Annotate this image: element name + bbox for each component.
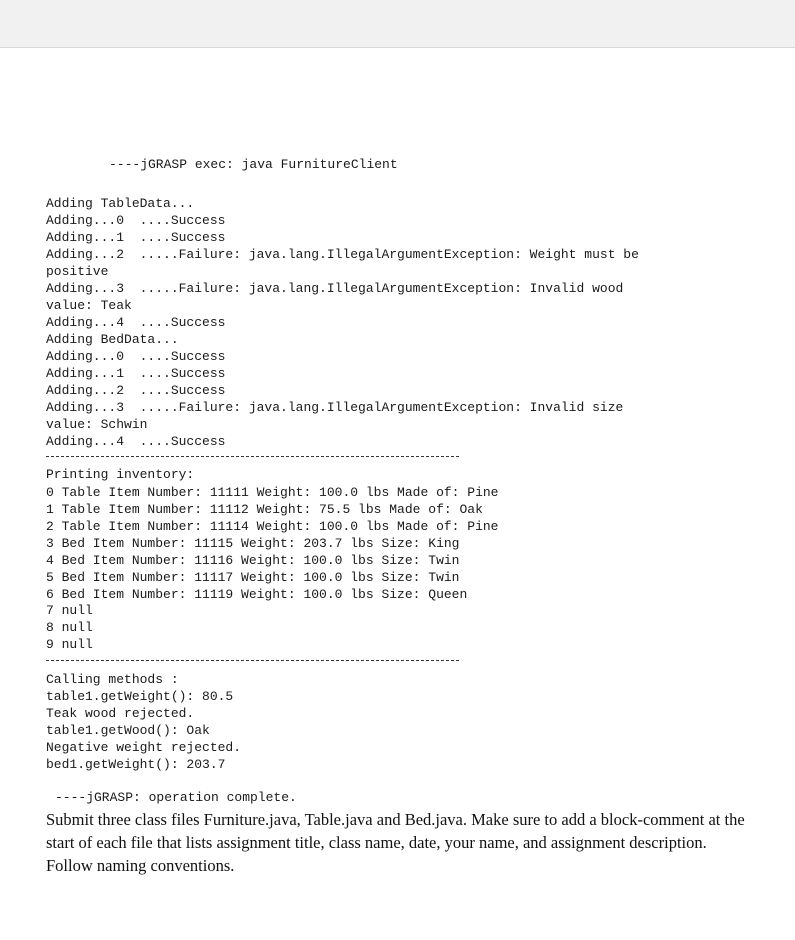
inventory-line: Printing inventory: bbox=[46, 467, 195, 482]
inventory-line: 2 Table Item Number: 11114 Weight: 100.0 lbs Made of: Pine bbox=[46, 519, 499, 534]
output-line: Adding BedData... bbox=[46, 332, 179, 347]
method-call-line: Calling methods : bbox=[46, 672, 179, 687]
method-call-line: Negative weight rejected. bbox=[46, 740, 242, 755]
method-call-line: table1.getWeight(): 80.5 bbox=[46, 689, 234, 704]
output-line: Adding...3 .....Failure: java.lang.IllegalArgumentException: Invalid size bbox=[46, 400, 624, 415]
output-line: Adding...4 ....Success bbox=[46, 315, 226, 330]
output-line: Adding...1 ....Success bbox=[46, 366, 226, 381]
inventory-line: 9 null bbox=[46, 637, 93, 652]
method-call-line: Teak wood rejected. bbox=[46, 706, 195, 721]
output-line: Adding...4 ....Success bbox=[46, 434, 226, 449]
output-line: positive bbox=[46, 264, 109, 279]
output-line: value: Schwin bbox=[46, 417, 148, 432]
output-line: Adding...0 ....Success bbox=[46, 349, 226, 364]
output-line: Adding TableData... bbox=[46, 196, 195, 211]
output-line: Adding...1 ....Success bbox=[46, 230, 226, 245]
inventory-line: 6 Bed Item Number: 11119 Weight: 100.0 lbs Size: Queen bbox=[46, 587, 468, 602]
separator-line bbox=[46, 456, 459, 457]
assignment-instructions: Submit three class files Furniture.java, Table.java and Bed.java. Make sure to add a block-comment at the start of each file that lists assignment title, class name, date, your name, and assignment description. Follow naming conventions. bbox=[46, 810, 745, 875]
inventory-line: 5 Bed Item Number: 11117 Weight: 100.0 lbs Size: Twin bbox=[46, 570, 460, 585]
output-line: Adding...2 ....Success bbox=[46, 383, 226, 398]
inventory-line: 3 Bed Item Number: 11115 Weight: 203.7 lbs Size: King bbox=[46, 536, 460, 551]
inventory-line: 7 null bbox=[46, 603, 93, 618]
inventory-line: 1 Table Item Number: 11112 Weight: 75.5 lbs Made of: Oak bbox=[46, 502, 483, 517]
output-line: Adding...0 ....Success bbox=[46, 213, 226, 228]
output-line: value: Teak bbox=[46, 298, 132, 313]
output-line: Adding...2 .....Failure: java.lang.IllegalArgumentException: Weight must be bbox=[46, 247, 639, 262]
method-call-line: bed1.getWeight(): 203.7 bbox=[46, 757, 226, 772]
browser-top-bar bbox=[0, 0, 795, 48]
inventory-line: 8 null bbox=[46, 620, 93, 635]
inventory-line: 4 Bed Item Number: 11116 Weight: 100.0 lbs Size: Twin bbox=[46, 553, 460, 568]
separator-line bbox=[46, 660, 459, 661]
jgrasp-complete-footer: ----jGRASP: operation complete. bbox=[55, 790, 297, 805]
jgrasp-exec-header: ----jGRASP exec: java FurnitureClient bbox=[109, 157, 398, 172]
inventory-line: 0 Table Item Number: 11111 Weight: 100.0 lbs Made of: Pine bbox=[46, 485, 499, 500]
method-call-line: table1.getWood(): Oak bbox=[46, 723, 210, 738]
output-line: Adding...3 .....Failure: java.lang.IllegalArgumentException: Invalid wood bbox=[46, 281, 624, 296]
